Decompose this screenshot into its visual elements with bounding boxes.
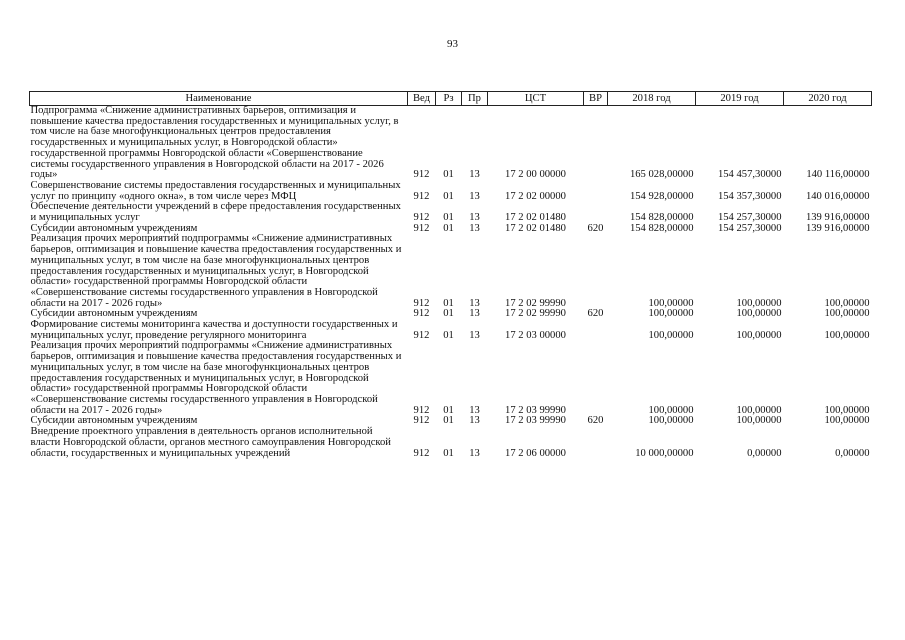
cell-name: Субсидии автономным учреждениям <box>30 415 198 427</box>
cell-2020: 0,00000 <box>835 447 870 459</box>
cell-2020: 139 916,00000 <box>805 212 870 224</box>
table-row <box>30 341 872 416</box>
cell-pr: 13 <box>469 329 480 341</box>
cell-2020: 100,00000 <box>824 308 870 320</box>
cell-pr: 13 <box>469 190 480 202</box>
header-vr: ВР <box>584 92 608 106</box>
cell-name: Субсидии автономным учреждениям <box>30 308 198 320</box>
cell-cst: 17 2 03 00000 <box>505 329 566 341</box>
cell-vr <box>584 181 608 202</box>
cell-name: Внедрение проектного управления в деятельность органов исполнительной власти Новгородской области, органов местного самоуправления Новгородской области, государственных и муниципальных учреждений <box>30 426 391 459</box>
cell-2019: 100,00000 <box>736 329 782 341</box>
cell-vr <box>584 106 608 181</box>
cell-vr <box>584 202 608 223</box>
cell-2018: 100,00000 <box>648 297 694 309</box>
budget-table <box>29 91 872 459</box>
cell-2018: 100,00000 <box>648 329 694 341</box>
cell-2019: 154 357,30000 <box>717 190 782 202</box>
cell-pr: 13 <box>469 297 480 309</box>
cell-rz: 01 <box>443 308 454 320</box>
cell-2020: 100,00000 <box>824 329 870 341</box>
cell-ved: 912 <box>413 169 430 181</box>
cell-rz: 01 <box>443 329 454 341</box>
table-row <box>30 320 872 341</box>
cell-rz: 01 <box>443 415 454 427</box>
cell-ved: 912 <box>413 404 430 416</box>
cell-rz: 01 <box>443 169 454 181</box>
cell-2019: 154 257,30000 <box>717 222 782 234</box>
cell-2019: 100,00000 <box>736 297 782 309</box>
cell-pr: 13 <box>469 415 480 427</box>
cell-cst: 17 2 03 99990 <box>505 404 566 416</box>
cell-vr <box>584 320 608 341</box>
cell-2020: 100,00000 <box>824 415 870 427</box>
cell-ved: 912 <box>413 447 430 459</box>
cell-vr: 620 <box>587 222 604 234</box>
cell-rz: 01 <box>443 404 454 416</box>
cell-2019: 154 257,30000 <box>717 212 782 224</box>
cell-2018: 100,00000 <box>648 404 694 416</box>
cell-cst: 17 2 02 01480 <box>505 212 566 224</box>
cell-2018: 154 828,00000 <box>629 222 694 234</box>
table-row <box>30 427 872 459</box>
header-cst: ЦСТ <box>488 92 584 106</box>
table-row <box>30 234 872 309</box>
cell-2019: 154 457,30000 <box>717 169 782 181</box>
page-number: 93 <box>447 38 458 50</box>
cell-ved: 912 <box>413 297 430 309</box>
header-2020: 2020 год <box>784 92 872 106</box>
cell-2019: 0,00000 <box>747 447 782 459</box>
cell-pr: 13 <box>469 169 480 181</box>
header-2018: 2018 год <box>608 92 696 106</box>
cell-pr: 13 <box>469 212 480 224</box>
cell-rz: 01 <box>443 297 454 309</box>
cell-name: Обеспечение деятельности учреждений в сфере предоставления государственных и муниципальных услуг <box>30 201 401 224</box>
cell-vr <box>584 341 608 416</box>
table-row <box>30 106 872 181</box>
cell-2019: 100,00000 <box>736 404 782 416</box>
cell-2018: 165 028,00000 <box>629 169 694 181</box>
cell-2018: 154 928,00000 <box>629 190 694 202</box>
cell-2020: 140 016,00000 <box>805 190 870 202</box>
cell-cst: 17 2 02 99990 <box>505 297 566 309</box>
header-name: Наименование <box>30 92 408 106</box>
cell-cst: 17 2 00 00000 <box>505 169 566 181</box>
table-header-row <box>30 92 872 106</box>
header-pr: Пр <box>462 92 488 106</box>
cell-rz: 01 <box>443 222 454 234</box>
cell-vr <box>584 234 608 309</box>
cell-ved: 912 <box>413 190 430 202</box>
cell-pr: 13 <box>469 447 480 459</box>
cell-ved: 912 <box>413 308 430 320</box>
cell-name: Субсидии автономным учреждениям <box>30 222 198 234</box>
cell-2018: 154 828,00000 <box>629 212 694 224</box>
cell-name: Подпрограмма «Снижение административных барьеров, оптимизация и повышение качества предоставления государственных и муниципальных услуг, в том числе на базе многофункциональных центров предоставления государственных и муниципальных услуг, в Новгородской области» государственной программы Новгородской области «Совершенствование системы государственного управления в Новгородской области на 2017 - 2026 годы» <box>30 105 399 181</box>
table-row <box>30 181 872 202</box>
cell-pr: 13 <box>469 308 480 320</box>
cell-cst: 17 2 06 00000 <box>505 447 566 459</box>
cell-name: Реализация прочих мероприятий подпрограммы «Снижение административных барьеров, оптимизация и повышение качества предоставления государственных и муниципальных услуг, в том числе на базе многофункциональных центров предоставления государственных и муниципальных услуг, в Новгородской области» государственной программы Новгородской области «Совершенствование системы государственного управления в Новгородской области на 2017 - 2026 годы» <box>30 233 402 309</box>
cell-cst: 17 2 02 99990 <box>505 308 566 320</box>
cell-cst: 17 2 03 99990 <box>505 415 566 427</box>
cell-ved: 912 <box>413 212 430 224</box>
cell-2018: 100,00000 <box>648 415 694 427</box>
cell-ved: 912 <box>413 329 430 341</box>
cell-name: Формирование системы мониторинга качества и доступности государственных и муниципальных услуг, проведение регулярного мониторинга <box>30 319 398 341</box>
header-rz: Рз <box>436 92 462 106</box>
table-body <box>30 106 872 460</box>
cell-rz: 01 <box>443 212 454 224</box>
table-row <box>30 202 872 223</box>
cell-vr: 620 <box>587 415 604 427</box>
cell-pr: 13 <box>469 404 480 416</box>
cell-ved: 912 <box>413 222 430 234</box>
cell-2020: 100,00000 <box>824 404 870 416</box>
cell-rz: 01 <box>443 190 454 202</box>
cell-name: Реализация прочих мероприятий подпрограммы «Снижение административных барьеров, оптимизация и повышение качества предоставления государственных и муниципальных услуг, в том числе на базе многофункциональных центров предоставления государственных и муниципальных услуг, в Новгородской области» государственной программы Новгородской области «Совершенствование системы государственного управления в Новгородской области на 2017 - 2026 годы» <box>30 340 402 416</box>
cell-pr: 13 <box>469 222 480 234</box>
cell-ved: 912 <box>413 415 430 427</box>
cell-2020: 139 916,00000 <box>805 222 870 234</box>
cell-2019: 100,00000 <box>736 308 782 320</box>
cell-2019: 100,00000 <box>736 415 782 427</box>
cell-vr: 620 <box>587 308 604 320</box>
cell-name: Совершенствование системы предоставления государственных и муниципальных услуг по принципу «одного окна», в том числе через МФЦ <box>30 179 401 202</box>
cell-2018: 100,00000 <box>648 308 694 320</box>
header-2019: 2019 год <box>696 92 784 106</box>
cell-cst: 17 2 02 01480 <box>505 222 566 234</box>
cell-rz: 01 <box>443 447 454 459</box>
cell-cst: 17 2 02 00000 <box>505 190 566 202</box>
cell-2020: 140 116,00000 <box>806 169 870 181</box>
cell-2020: 100,00000 <box>824 297 870 309</box>
cell-2018: 10 000,00000 <box>635 447 694 459</box>
cell-vr <box>584 427 608 459</box>
header-ved: Вед <box>408 92 436 106</box>
